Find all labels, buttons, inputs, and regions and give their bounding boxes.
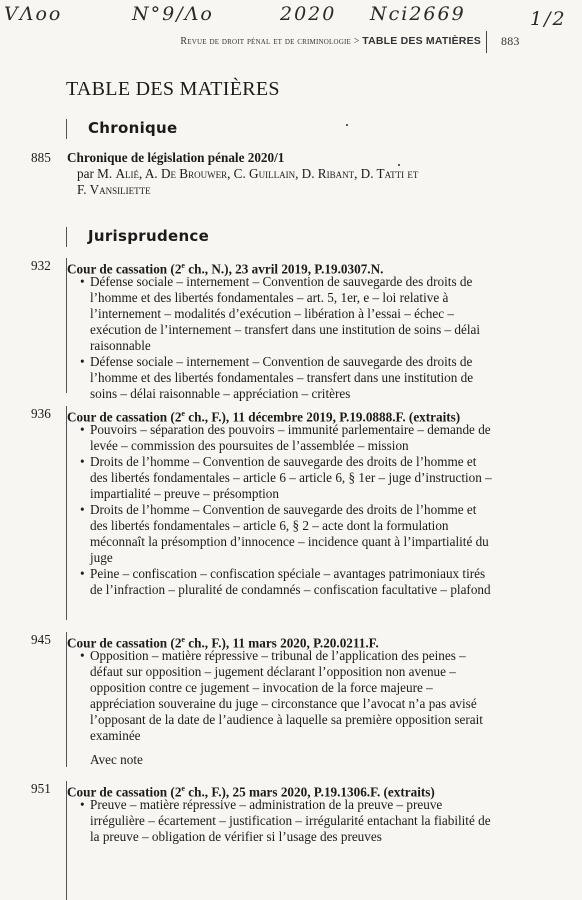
entry-page-number: 932 xyxy=(31,258,51,273)
entry-title: Cour de cassation (2e ch., F.), 11 décembre 2019, P.19.0888.F. (extraits) xyxy=(67,409,461,425)
page-title: TABLE DES MATIÈRES xyxy=(66,78,280,100)
keyword-item: • Pouvoirs – séparation des pouvoirs – immunité parlementaire – demande de levée – commission des poursuites de l’assemblée – mission xyxy=(80,422,494,454)
keyword-item: • Défense sociale – internement – Convention de sauvegarde des droits de l’homme et des libertés fondamentales – transfert dans une institution de soins – délai raisonnable – appréciation – critères xyxy=(80,354,494,402)
section-rule xyxy=(66,227,67,247)
entry-title: Cour de cassation (2e ch., N.), 23 avril 2019, P.19.0307.N. xyxy=(67,261,384,277)
entry-keywords xyxy=(80,648,494,744)
keyword-item: • Défense sociale – internement – Convention de sauvegarde des droits de l’homme et des libertés fondamentales – art. 5, 1er, e – loi relative à l’internement – modalités d’exécution – libération à l’essai – échec – exécution de l’internement – transfert dans une institution de soins – délai raisonnable xyxy=(80,274,494,354)
running-head-divider xyxy=(486,31,487,53)
entry-page-number: 885 xyxy=(31,150,51,165)
keyword-item: • Opposition – matière répressive – tribunal de l’application des peines – défaut sur opposition – jugement déclarant l’opposition non avenue – opposition contre ce jugement – invocation de la force majeure – appréciation souveraine du juge – circonstance que l’avocat n’a pas avisé l’opposant de la date de l’audience à laquelle sa première opposition serait examinée xyxy=(80,648,494,744)
entry-page-number: 936 xyxy=(31,406,51,421)
scan-speck xyxy=(398,164,400,166)
handwritten-fraction: 1/2 xyxy=(530,8,567,30)
handwritten-code: VΛoo xyxy=(4,3,63,25)
entry-authors: par M. Alié, A. De Brouwer, C. Guillain, D. Ribant, D. Tatti et F. Vansiliette xyxy=(77,166,419,197)
scan-speck xyxy=(346,124,348,126)
arrow-separator: > xyxy=(353,36,360,47)
entry-title: Chronique de législation pénale 2020/1 xyxy=(67,150,285,165)
handwritten-issue-number: N°9/Λo xyxy=(132,3,214,25)
keyword-item: • Preuve – matière répressive – administration de la preuve – preuve irrégulière – écartement – justification – irrégularité entachant la fiabilité de la preuve – obligation de vérifier si l’usage des preuves xyxy=(80,797,494,845)
keyword-item: • Droits de l’homme – Convention de sauvegarde des droits de l’homme et des libertés fondamentales – article 6, § 2 – acte dont la formulation méconnaît la présomption d’innocence – incidence quant à l’impartialité du juge xyxy=(80,502,494,566)
handwritten-year: 2020 xyxy=(280,3,337,25)
entry-page-number: 945 xyxy=(31,632,51,647)
entry-keywords xyxy=(80,797,494,845)
keyword-item: • Peine – confiscation – confiscation spéciale – avantages patrimoniaux tirés de l’infraction – pluralité de condamnés – confiscation facultative – plafond xyxy=(80,566,494,598)
entry-page-number: 951 xyxy=(31,781,51,796)
entry-title: Cour de cassation (2e ch., F.), 25 mars 2020, P.19.1306.F. (extraits) xyxy=(67,784,435,800)
entry-note: Avec note xyxy=(90,752,143,767)
entry-rule xyxy=(66,406,67,620)
entry-keywords xyxy=(80,274,494,402)
entry-rule xyxy=(66,781,67,900)
entry-keywords xyxy=(80,422,494,598)
journal-name: Revue de droit pénal et de criminologie xyxy=(180,36,352,47)
handwritten-reference: Nci2669 xyxy=(370,3,466,25)
running-head-section: TABLE DES MATIÈRES xyxy=(362,35,481,47)
running-head xyxy=(0,31,582,51)
keyword-item: • Droits de l’homme – Convention de sauvegarde des droits de l’homme et des libertés fondamentales – article 6 – article 6, § 1er – juge d’instruction – impartialité – preuve – présomption xyxy=(80,454,494,502)
section-heading-chronique: Chronique xyxy=(88,119,178,137)
entry-rule xyxy=(66,632,67,767)
page-number: 883 xyxy=(501,34,520,48)
section-rule xyxy=(66,119,67,139)
section-heading-jurisprudence: Jurisprudence xyxy=(88,227,210,245)
entry-title: Cour de cassation (2e ch., F.), 11 mars 2020, P.20.0211.F. xyxy=(67,635,379,651)
entry-rule xyxy=(66,258,67,393)
